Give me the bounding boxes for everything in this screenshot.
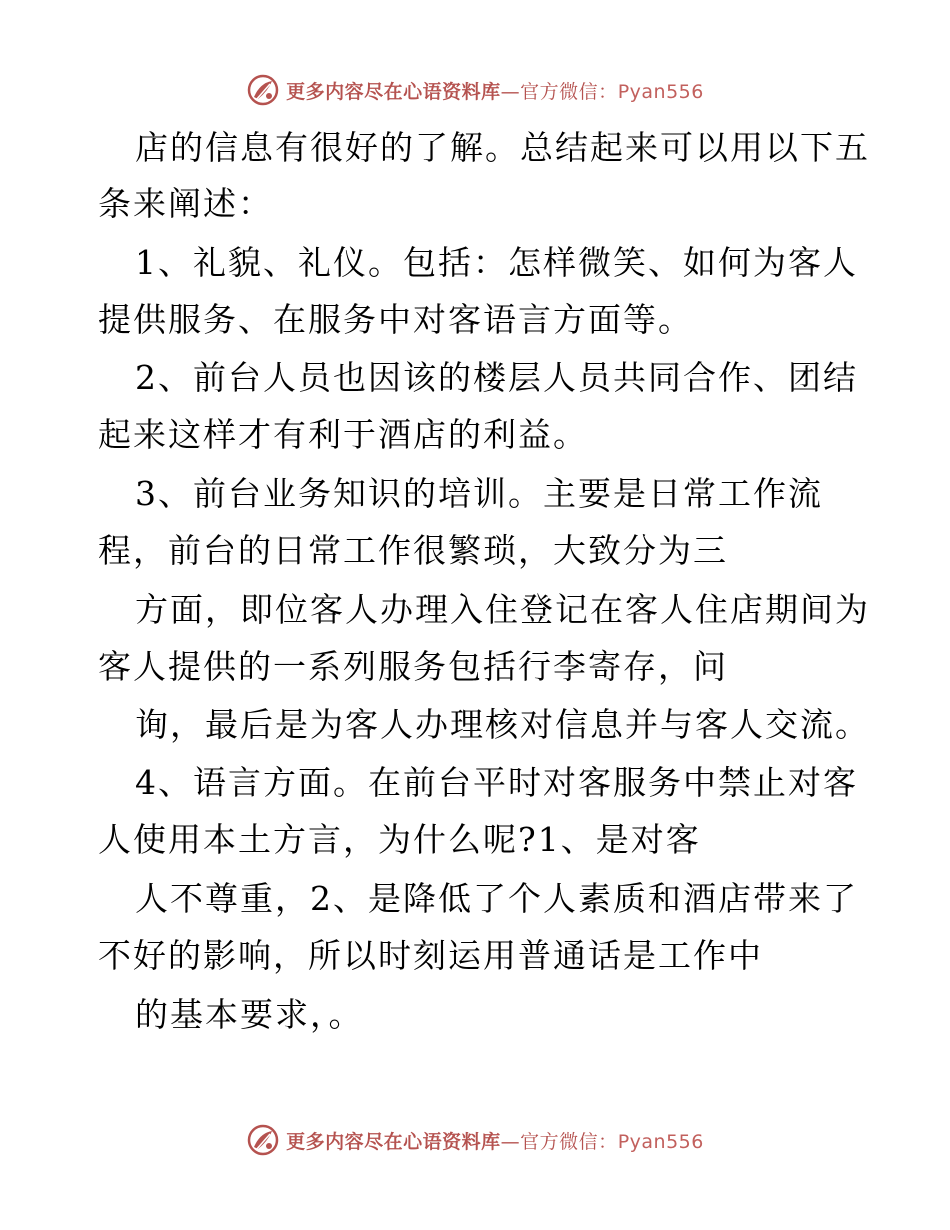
text-line: 2、前台人员也因该的楼层人员共同合作、团结 (135, 358, 858, 397)
text-line: 1、礼貌、礼仪。包括：怎样微笑、如何为客人 (135, 243, 858, 282)
text-line: 提供服务、在服务中对客语言方面等。 (98, 300, 693, 339)
text-line: 店的信息有很好的了解。总结起来可以用以下五 (135, 128, 870, 167)
text-line: 询，最后是为客人办理核对信息并与客人交流。 (135, 705, 870, 744)
text-line: 方面，即位客人办理入住登记在客人住店期间为 (135, 590, 870, 629)
banner-dash: — (500, 80, 521, 103)
pen-seal-icon (246, 1123, 280, 1157)
text-line: 程，前台的日常工作很繁琐，大致分为三 (98, 531, 728, 570)
text-line: 条来阐述： (98, 184, 273, 223)
banner-wechat-id: Pyan556 (617, 80, 704, 103)
text-line: 不好的影响，所以时刻运用普通话是工作中 (98, 936, 763, 975)
text-line: 人不尊重，2、是降低了个人素质和酒店带来了 (135, 879, 858, 918)
banner-site-text: 更多内容尽在心语资料库 (286, 1130, 501, 1153)
text-line: 起来这样才有利于酒店的利益。 (98, 415, 588, 454)
footer-banner (0, 1120, 950, 1160)
banner-wechat-label: 官方微信： (520, 80, 618, 103)
banner-wechat-id: Pyan556 (617, 1130, 704, 1153)
text-line: 人使用本土方言，为什么呢?1、是对客 (98, 820, 701, 859)
header-banner (0, 70, 950, 110)
text-line: 3、前台业务知识的培训。主要是日常工作流 (135, 474, 823, 513)
banner-dash: — (500, 1130, 521, 1153)
text-line: 客人提供的一系列服务包括行李寄存，问 (98, 647, 728, 686)
banner-site-text: 更多内容尽在心语资料库 (286, 80, 501, 103)
banner-wechat-label: 官方微信： (520, 1130, 618, 1153)
pen-seal-icon (246, 73, 280, 107)
text-line: 的基本要求，。 (135, 995, 364, 1034)
text-line: 4、语言方面。在前台平时对客服务中禁止对客 (135, 763, 858, 802)
